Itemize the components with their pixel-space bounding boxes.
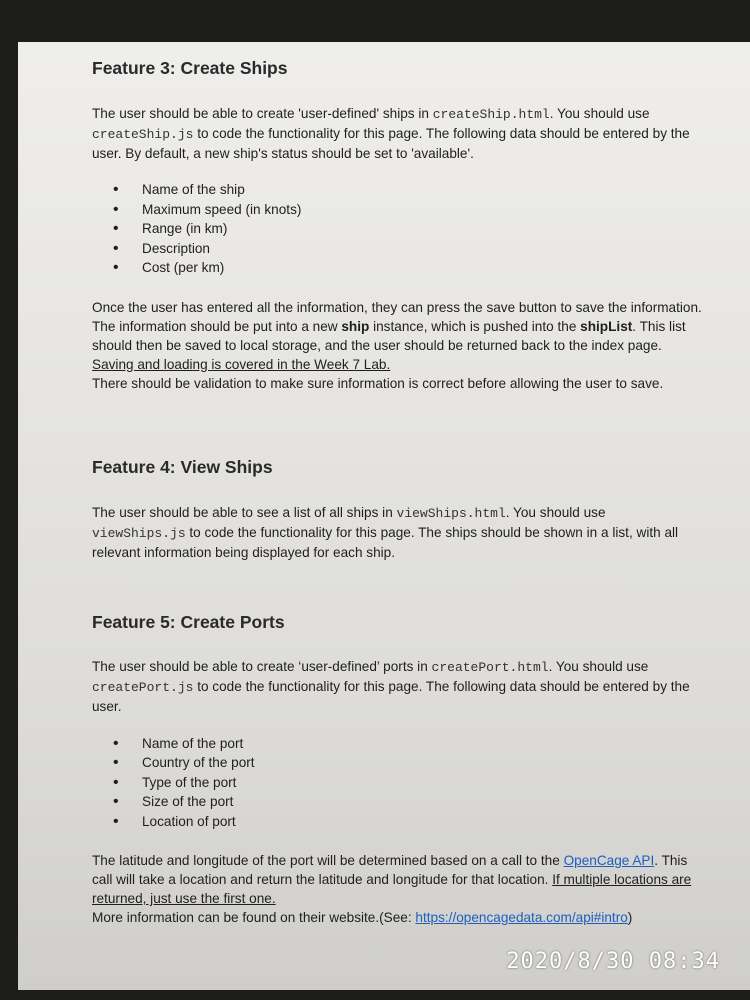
feature5-underlined-note: If multiple locations are returned, just use the first one. [92, 872, 692, 906]
feature5-body [92, 851, 702, 927]
feature4-code-js: viewShips.js [92, 525, 186, 541]
feature3-body [92, 298, 702, 393]
feature5-bullet: • Country of the port [92, 753, 702, 773]
feature3-bullet-list [92, 180, 702, 278]
feature5-body-text-3: More information can be found on their website.(See: [92, 910, 416, 925]
feature5-body-text-4: ) [627, 910, 633, 925]
feature4-text-3: to code the functionality for this page. The ships should be shown in a list, with all relevant information being displayed for each ship. [92, 524, 679, 560]
feature5-bullet: • Size of the port [92, 792, 702, 812]
feature5-bullet-list [92, 734, 702, 832]
feature5-intro-text-1: The user should be able to create ‘user-defined’ ports in [92, 658, 432, 674]
feature3-intro-text-3: to code the functionality for this page. The following data should be entered by the user. By default, a new ship's status should be set to 'available'. [92, 126, 690, 161]
opencage-api-link[interactable]: OpenCage API [563, 853, 655, 868]
feature3-bullet: • Maximum speed (in knots) [92, 200, 702, 220]
feature4-heading: Feature 4: View Ships [92, 456, 273, 477]
feature4-text-2: . You should use [505, 504, 606, 520]
document-content [92, 56, 702, 927]
feature5-bullet: • Type of the port [92, 773, 702, 793]
feature3-bullet: • Name of the ship [92, 180, 702, 200]
feature3-body-text-1: Once the user has entered all the information, they can press the save button to save the information. The information should be put into a new [92, 299, 702, 334]
feature3-bullet: • Cost (per km) [92, 258, 702, 278]
feature5-intro [92, 657, 702, 716]
feature5-body-text-1: The latitude and longitude of the port will be determined based on a call to the [92, 853, 564, 868]
feature3-body-text-4: There should be validation to make sure information is correct before allowing the user to save. [92, 375, 664, 391]
feature3-intro-text-1: The user should be able to create 'user-defined' ships in [92, 106, 433, 121]
feature3-bold-ship: ship [341, 318, 370, 334]
document-page [18, 42, 750, 990]
feature3-intro-text-2: . You should use [549, 106, 650, 121]
feature3-body-text-2: instance, which is pushed into the [369, 318, 581, 334]
feature3-bold-shiplist: shipList [580, 318, 633, 334]
feature3-bullet: • Description [92, 239, 702, 259]
feature3-intro [92, 104, 702, 163]
feature5-intro-text-3: to code the functionality for this page. The following data should be entered by the user. [92, 678, 690, 714]
feature5-heading: Feature 5: Create Ports [92, 611, 285, 632]
feature3-code-js: createShip.js [92, 127, 194, 142]
feature4-text-1: The user should be able to see a list of all ships in [92, 504, 397, 520]
opencage-website-link[interactable]: https://opencagedata.com/api#intro [415, 910, 628, 925]
feature3-body-text-3: . This list should then be saved to local storage, and the user should be returned back to the index page. [92, 318, 686, 353]
feature3-bullet: • Range (in km) [92, 219, 702, 239]
feature5-body-text-2: . This call will take a location and return the latitude and longitude for that location. [92, 853, 688, 887]
feature3-underlined-note: Saving and loading is covered in the Week 7 Lab. [92, 356, 391, 372]
feature4-code-html: viewShips.html [396, 505, 506, 521]
feature5-intro-text-2: . You should use [548, 658, 649, 674]
feature4-text [92, 503, 702, 562]
feature5-code-html: createPort.html [431, 659, 549, 675]
feature3-heading: Feature 3: Create Ships [92, 58, 288, 78]
feature5-bullet: • Name of the port [92, 734, 702, 754]
photo-timestamp: 2020/8/30 08:34 [506, 949, 720, 974]
feature3-code-html: createShip.html [432, 107, 550, 122]
feature5-code-js: createPort.js [92, 679, 194, 695]
feature5-bullet: • Location of port [92, 812, 702, 832]
